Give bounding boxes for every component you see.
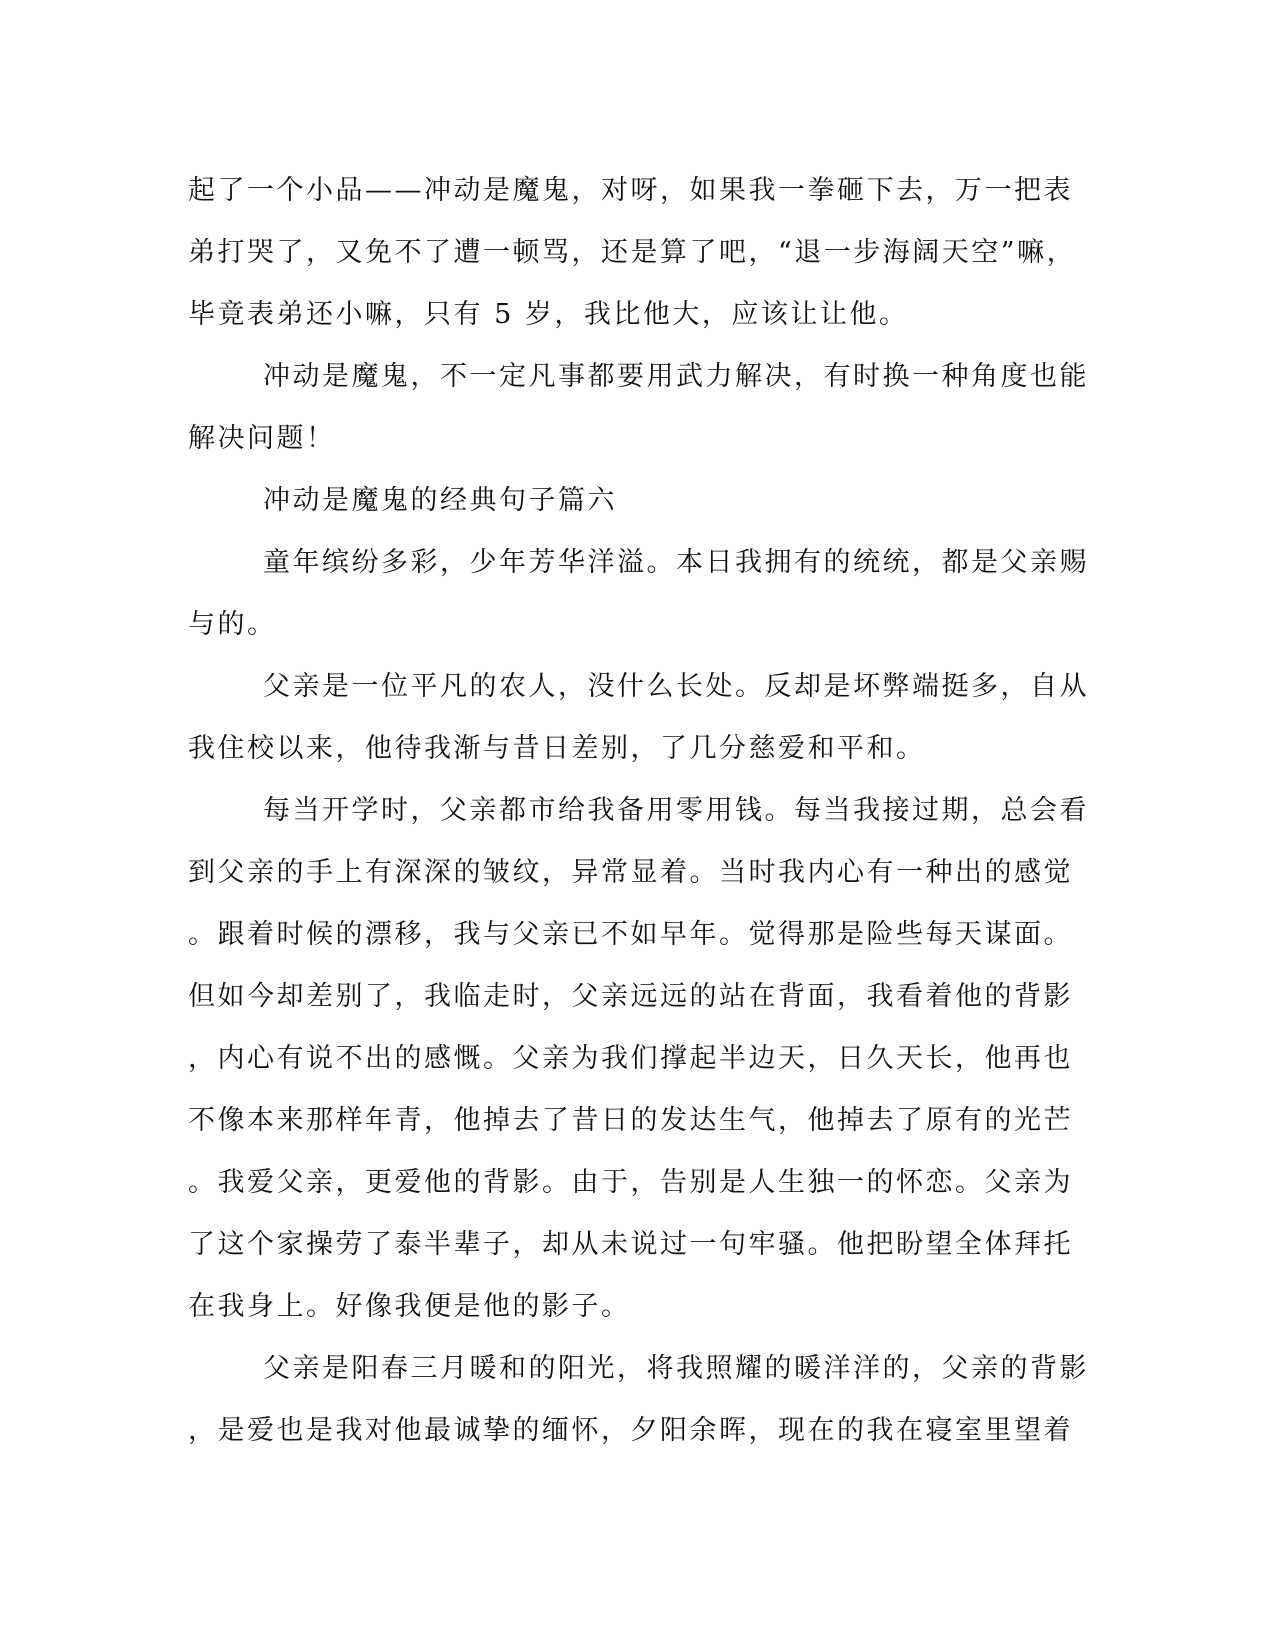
text-line: 毕竟表弟还小嘛，只有 5 岁，我比他大，应该让让他。 (188, 299, 909, 330)
section-heading: 冲动是魔鬼的经典句子篇六 (263, 485, 617, 516)
text-line: 在我身上。好像我便是他的影子。 (188, 1291, 631, 1322)
text-line: 我住校以来，他待我渐与昔日差别，了几分慈爱和平和。 (188, 733, 926, 764)
text-line: ，是爱也是我对他最诚挚的缅怀，夕阳余晖，现在的我在寝室里望着 (188, 1415, 1073, 1446)
text-line: 父亲是阳春三月暖和的阳光，将我照耀的暖洋洋的，父亲的背影 (263, 1353, 1089, 1384)
text-line: 每当开学时，父亲都市给我备用零用钱。每当我接过期，总会看 (263, 795, 1089, 826)
text-line: 但如今却差别了，我临走时，父亲远远的站在背面，我看着他的背影 (188, 981, 1073, 1012)
text-line: 了这个家操劳了泰半辈子，却从未说过一句牢骚。他把盼望全体拜托 (188, 1229, 1073, 1260)
text-line: 冲动是魔鬼，不一定凡事都要用武力解决，有时换一种角度也能 (263, 361, 1089, 392)
text-line: 父亲是一位平凡的农人，没什么长处。反却是坏弊端挺多，自从 (263, 671, 1089, 702)
text-line: 起了一个小品——冲动是魔鬼，对呀，如果我一拳砸下去，万一把表 (188, 175, 1073, 206)
text-line: 童年缤纷多彩，少年芳华洋溢。本日我拥有的统统，都是父亲赐 (263, 547, 1089, 578)
text-line: ，内心有说不出的感慨。父亲为我们撑起半边天，日久天长，他再也 (188, 1043, 1073, 1074)
text-line: 解决问题！ (188, 423, 336, 454)
text-line: 。跟着时候的漂移，我与父亲已不如早年。觉得那是险些每天谋面。 (188, 919, 1073, 950)
text-line: 与的。 (188, 609, 277, 640)
text-line: 弟打哭了，又免不了遭一顿骂，还是算了吧，“退一步海阔天空”嘛， (188, 237, 1077, 268)
text-line: 不像本来那样年青，他掉去了昔日的发达生气，他掉去了原有的光芒 (188, 1105, 1073, 1136)
body-text (188, 160, 1088, 1462)
text-line: 到父亲的手上有深深的皱纹，异常显着。当时我内心有一种出的感觉 (188, 857, 1073, 888)
text-line: 。我爱父亲，更爱他的背影。由于，告别是人生独一的怀恋。父亲为 (188, 1167, 1073, 1198)
